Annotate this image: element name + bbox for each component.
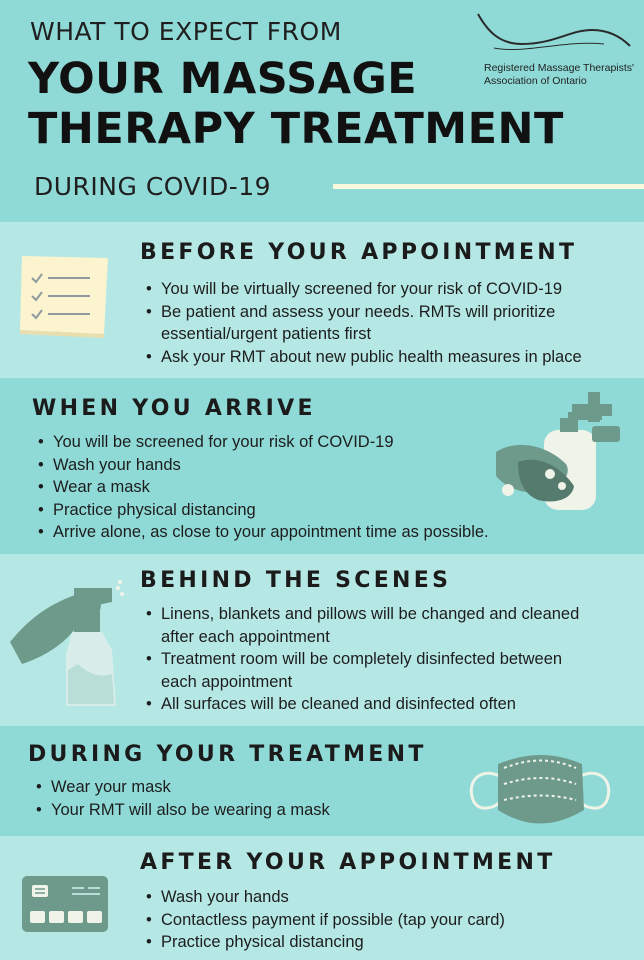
list-item: • Contactless payment if possible (tap your card)	[146, 909, 505, 932]
list-item: • You will be screened for your risk of COVID-19	[38, 431, 489, 454]
list-item: • Ask your RMT about new public health measures in place	[146, 346, 582, 369]
section-title: AFTER YOUR APPOINTMENT	[140, 850, 556, 875]
section-list	[146, 886, 505, 954]
title-line-1: YOUR MASSAGE	[28, 54, 418, 104]
list-item: • Practice physical distancing	[38, 499, 489, 522]
list-item: after each appointment	[161, 627, 330, 646]
section-when-you-arrive	[0, 378, 644, 554]
list-item: • Wash your hands	[146, 886, 505, 909]
hand-washing-icon	[488, 390, 628, 516]
list-item: • Arrive alone, as close to your appointment time as possible.	[38, 521, 489, 544]
section-after-appointment	[0, 836, 644, 960]
list-item: • Wear a mask	[38, 476, 489, 499]
face-mask-icon	[458, 746, 622, 836]
spray-bottle-icon	[8, 574, 128, 714]
section-list	[146, 603, 579, 716]
list-item: • Practice physical distancing	[146, 931, 505, 954]
section-title: BEHIND THE SCENES	[140, 568, 452, 593]
credit-card-icon	[22, 876, 108, 932]
section-during-treatment	[0, 726, 644, 836]
logo-line-2: Association of Ontario	[484, 75, 587, 87]
section-list	[38, 431, 489, 544]
checklist-note-icon	[18, 252, 112, 338]
section-list	[36, 776, 330, 821]
list-item: • Your RMT will also be wearing a mask	[36, 799, 330, 822]
header-subtitle: DURING COVID-19	[34, 172, 272, 201]
list-item: • Linens, blankets and pillows will be changed and cleaned	[146, 603, 579, 626]
section-before-appointment	[0, 222, 644, 378]
section-list	[146, 278, 582, 368]
section-title: BEFORE YOUR APPOINTMENT	[140, 240, 578, 265]
section-behind-the-scenes	[0, 554, 644, 726]
list-item: each appointment	[161, 672, 293, 691]
list-item: essential/urgent patients first	[161, 325, 372, 343]
header-kicker: WHAT TO EXPECT FROM	[30, 17, 342, 46]
header	[0, 0, 644, 222]
logo-line-1: Registered Massage Therapists'	[484, 62, 635, 74]
list-item: • Wash your hands	[38, 454, 489, 477]
logo-text	[484, 62, 634, 88]
list-item: • Wear your mask	[36, 776, 330, 799]
logo-swoosh-icon	[474, 10, 642, 60]
section-title: DURING YOUR TREATMENT	[28, 742, 427, 767]
list-item: • Be patient and assess your needs. RMTs will prioritize	[146, 301, 582, 324]
header-divider	[333, 184, 644, 189]
list-item: • All surfaces will be cleaned and disinfected often	[146, 693, 579, 716]
rmtao-logo	[474, 10, 642, 90]
title-line-2: THERAPY TREATMENT	[28, 104, 564, 154]
section-title: WHEN YOU ARRIVE	[32, 396, 316, 421]
list-item: • You will be virtually screened for your risk of COVID-19	[146, 278, 582, 301]
list-item: • Treatment room will be completely disinfected between	[146, 648, 579, 671]
